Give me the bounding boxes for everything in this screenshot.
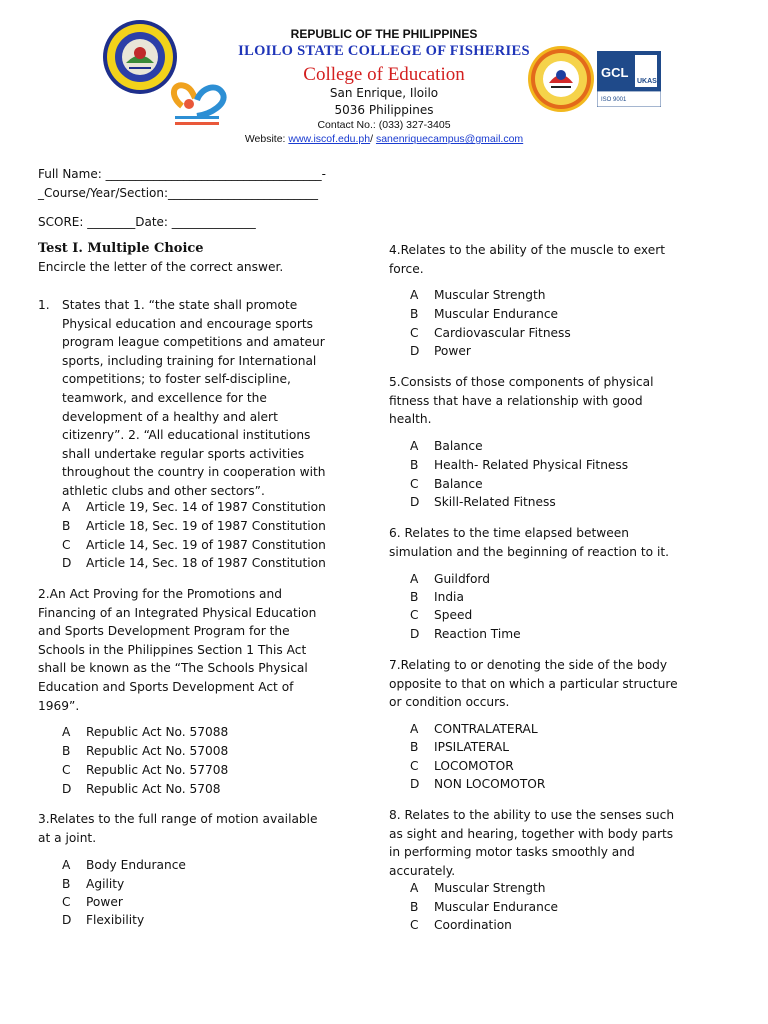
- q6-line: simulation and the beginning of reaction to it.: [389, 544, 670, 559]
- q3-line: 3.Relates to the full range of motion available: [38, 812, 318, 826]
- option-letter: A: [62, 725, 71, 739]
- q2-line: shall be known as the “The Schools Physical: [38, 661, 308, 676]
- option-text: IPSILATERAL: [434, 740, 509, 754]
- q5-option-c[interactable]: [410, 477, 483, 491]
- option-letter: A: [410, 722, 419, 736]
- q1-option-a[interactable]: [62, 500, 326, 514]
- option-text: Balance: [434, 439, 483, 453]
- option-letter: A: [410, 288, 419, 302]
- option-letter: C: [62, 895, 71, 909]
- option-text: Coordination: [434, 918, 512, 932]
- q5-option-b[interactable]: [410, 458, 628, 472]
- option-letter: C: [62, 763, 71, 777]
- test-title: Test I. Multiple Choice: [38, 241, 204, 256]
- option-letter: B: [62, 519, 71, 533]
- option-text: India: [434, 590, 464, 604]
- q3-option-b[interactable]: [62, 877, 124, 891]
- q1-line: sports, including training for International: [62, 353, 317, 368]
- q1-line: competitions; to foster self-discipline,: [62, 372, 291, 387]
- q2-line: 1969”.: [38, 698, 80, 713]
- score-date-field: SCORE: ________Date: ______________: [38, 215, 256, 229]
- option-text: Cardiovascular Fitness: [434, 326, 571, 340]
- option-text: Guildford: [434, 572, 490, 586]
- q1-text: [62, 296, 362, 501]
- option-text: Article 14, Sec. 18 of 1987 Constitution: [86, 556, 326, 570]
- option-letter: D: [410, 344, 420, 358]
- q8-option-c[interactable]: [410, 918, 512, 932]
- q1-line: throughout the country in cooperation with: [62, 465, 326, 480]
- option-text: Agility: [86, 877, 125, 891]
- q2-line: 2.An Act Proving for the Promotions and: [38, 587, 282, 601]
- q7-option-d[interactable]: [410, 777, 545, 791]
- q5-text: [389, 373, 729, 429]
- q6-option-c[interactable]: [410, 608, 472, 622]
- option-text: Body Endurance: [86, 858, 186, 872]
- email-link[interactable]: sanenriquecampus@gmail.com: [375, 133, 524, 145]
- option-letter: A: [410, 572, 419, 586]
- republic-heading: REPUBLIC OF THE PHILIPPINES: [290, 27, 478, 41]
- option-letter: C: [410, 326, 419, 340]
- q1-number: 1.: [38, 298, 50, 312]
- q2-line: Schools in the Philippines Section 1 This Act: [38, 642, 307, 657]
- q7-line: opposite to that on which a particular structure: [389, 676, 678, 691]
- full-name-field: Full Name: ____________________________________-: [38, 167, 326, 181]
- option-letter: D: [410, 777, 420, 791]
- q1-option-d[interactable]: [62, 556, 326, 570]
- option-text: Republic Act No. 57008: [86, 744, 229, 758]
- q2-line: Financing of an Integrated Physical Education: [38, 605, 317, 620]
- website-link[interactable]: www.iscof.edu.ph: [288, 133, 371, 145]
- q2-option-a[interactable]: [62, 725, 228, 739]
- course-section-field: _Course/Year/Section:_________________________: [38, 186, 319, 200]
- option-letter: A: [62, 500, 71, 514]
- option-letter: A: [410, 439, 419, 453]
- q5-option-d[interactable]: [410, 495, 556, 509]
- q1-line: development of a healthy and alert: [62, 409, 278, 424]
- q3-option-a[interactable]: [62, 858, 186, 872]
- test-instruction: Encircle the letter of the correct answer.: [38, 260, 284, 274]
- option-text: Reaction Time: [434, 627, 521, 641]
- option-text: Article 19, Sec. 14 of 1987 Constitution: [86, 500, 326, 514]
- option-text: Health- Related Physical Fitness: [434, 458, 629, 472]
- option-letter: B: [410, 307, 419, 321]
- option-text: Power: [86, 895, 123, 909]
- option-text: Article 18, Sec. 19 of 1987 Constitution: [86, 519, 326, 533]
- q2-option-c[interactable]: [62, 763, 228, 777]
- q8-text: [389, 806, 734, 880]
- q1-line: citizenry”. 2. “All educational institutions: [62, 428, 311, 443]
- q6-option-b[interactable]: [410, 590, 464, 604]
- option-letter: C: [62, 538, 71, 552]
- option-text: Power: [434, 344, 471, 358]
- option-letter: B: [410, 900, 419, 914]
- q3-text: [38, 810, 368, 847]
- option-text: Muscular Endurance: [434, 900, 559, 914]
- contact-number: Contact No.: (033) 327-3405: [317, 119, 451, 131]
- option-letter: D: [62, 913, 72, 927]
- q2-line: Education and Sports Development Act of: [38, 679, 294, 694]
- q5-line: fitness that have a relationship with good: [389, 393, 643, 408]
- q2-option-b[interactable]: [62, 744, 228, 758]
- q5-option-a[interactable]: [410, 439, 483, 453]
- option-letter: B: [410, 740, 419, 754]
- q8-line: in performing motor tasks smoothly and: [389, 845, 635, 860]
- option-letter: B: [410, 590, 419, 604]
- q8-line: as sight and hearing, together with body parts: [389, 826, 674, 841]
- q1-line: athletic clubs and other sectors”.: [62, 483, 265, 498]
- q4-option-c[interactable]: [410, 326, 571, 340]
- option-text: LOCOMOTOR: [434, 759, 514, 773]
- q1-line: program league competitions and amateur: [62, 335, 325, 350]
- option-letter: C: [410, 918, 419, 932]
- q7-line: 7.Relating to or denoting the side of the body: [389, 658, 668, 672]
- option-letter: A: [410, 881, 419, 895]
- q3-option-d[interactable]: [62, 913, 144, 927]
- q1-option-c[interactable]: [62, 538, 326, 552]
- option-letter: B: [62, 744, 71, 758]
- option-text: Balance: [434, 477, 483, 491]
- option-letter: C: [410, 477, 419, 491]
- q4-text: [389, 241, 729, 278]
- q2-text: [38, 585, 368, 715]
- q4-option-a[interactable]: [410, 288, 545, 302]
- option-letter: C: [410, 608, 419, 622]
- q5-line: 5.Consists of those components of physical: [389, 375, 654, 389]
- option-text: Republic Act No. 57088: [86, 725, 229, 739]
- department-name: College of Education: [303, 64, 465, 85]
- option-text: Republic Act No. 57708: [86, 763, 229, 777]
- option-letter: B: [410, 458, 419, 472]
- option-text: NON LOCOMOTOR: [434, 777, 546, 791]
- option-text: Speed: [434, 608, 473, 622]
- q1-line: States that 1. “the state shall promote: [62, 298, 298, 312]
- q7-text: [389, 656, 734, 712]
- option-letter: D: [62, 556, 72, 570]
- q1-option-b[interactable]: [62, 519, 326, 533]
- option-letter: D: [410, 495, 420, 509]
- option-text: CONTRALATERAL: [434, 722, 538, 736]
- option-text: Article 14, Sec. 19 of 1987 Constitution: [86, 538, 326, 552]
- option-letter: A: [62, 858, 71, 872]
- option-text: Republic Act No. 5708: [86, 782, 221, 796]
- q2-line: and Sports Development Program for the: [38, 624, 290, 639]
- q7-option-b[interactable]: [410, 740, 509, 754]
- option-letter: D: [62, 782, 72, 796]
- address-line-1: San Enrique, Iloilo: [329, 86, 439, 100]
- q3-line: at a joint.: [38, 830, 97, 845]
- option-letter: B: [62, 877, 71, 891]
- q1-line: shall undertake regular sports activities: [62, 446, 305, 461]
- website-separator: /: [370, 133, 376, 145]
- address-line-2: 5036 Philippines: [334, 103, 434, 117]
- option-text: Muscular Endurance: [434, 307, 559, 321]
- q7-option-a[interactable]: [410, 722, 538, 736]
- q3-option-c[interactable]: [62, 895, 123, 909]
- website-line: [0, 133, 768, 145]
- q6-option-a[interactable]: [410, 572, 490, 586]
- q8-option-a[interactable]: [410, 881, 545, 895]
- q6-text: [389, 524, 729, 561]
- q4-option-b[interactable]: [410, 307, 558, 321]
- q6-option-d[interactable]: [410, 627, 521, 641]
- q4-line: force.: [389, 261, 424, 276]
- website-label: Website:: [244, 133, 289, 145]
- option-letter: C: [410, 759, 419, 773]
- q7-option-c[interactable]: [410, 759, 514, 773]
- college-name: ILOILO STATE COLLEGE OF FISHERIES: [238, 43, 530, 59]
- q7-line: or condition occurs.: [389, 695, 510, 710]
- cert-ukas-text: UKAS: [637, 78, 657, 85]
- cert-iso-text: ISO 9001: [601, 97, 627, 103]
- q1-line: Physical education and encourage sports: [62, 316, 313, 331]
- q2-option-d[interactable]: [62, 782, 221, 796]
- q4-line: 4.Relates to the ability of the muscle to exert: [389, 243, 666, 257]
- q8-option-b[interactable]: [410, 900, 558, 914]
- option-letter: D: [410, 627, 420, 641]
- q1-line: teamwork, and excellence for the: [62, 390, 267, 405]
- option-text: Muscular Strength: [434, 881, 546, 895]
- q6-line: 6. Relates to the time elapsed between: [389, 526, 629, 540]
- q5-line: health.: [389, 412, 432, 427]
- option-text: Skill-Related Fitness: [434, 495, 556, 509]
- q4-option-d[interactable]: [410, 344, 471, 358]
- option-text: Flexibility: [86, 913, 145, 927]
- option-text: Muscular Strength: [434, 288, 546, 302]
- cert-gcl-text: GCL: [601, 65, 629, 80]
- q8-line: accurately.: [389, 863, 456, 878]
- q8-line: 8. Relates to the ability to use the senses such: [389, 808, 675, 822]
